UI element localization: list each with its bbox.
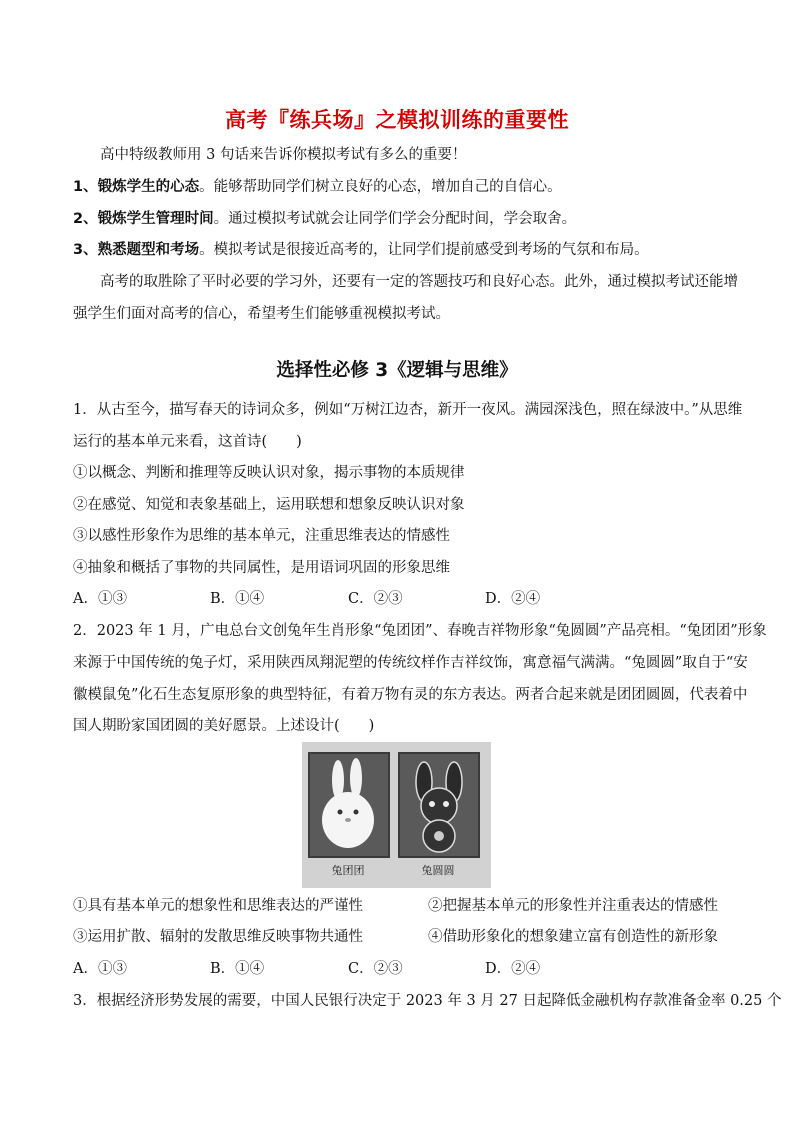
q1-option-a: A．①③ [73,591,127,607]
q2-item-1: ①具有基本单元的想象性和思维表达的严谨性 [73,898,363,914]
rabbit-lamp-image [310,754,388,856]
q2-item-3: ③运用扩散、辐射的发散思维反映事物共通性 [73,929,363,945]
q2-option-a: A．①③ [73,961,127,977]
q1-item-4: ④抽象和概括了事物的共同属性，是用语词巩固的形象思维 [73,560,450,576]
rabbit-mascot-image [400,754,478,856]
point-1-number: 1、 [73,179,98,195]
point-2-heading: 锻炼学生管理时间 [97,211,214,227]
rabbit-figure [302,742,491,888]
closing-line-1: 高考的取胜除了平时必要的学习外，还要有一定的答题技巧和良好心态。此外，通过模拟考试还能增 [100,274,738,290]
q2-item-2: ②把握基本单元的形象性并注重表达的情感性 [428,898,718,914]
q2-stem-line-2: 来源于中国传统的兔子灯，采用陕西凤翔泥塑的传统纹样作吉祥纹饰，寓意福气满满。“兔圆圆”取自于“安 [73,655,748,671]
point-3-number: 3、 [73,242,98,258]
q2-stem-line-1: 2．2023 年 1 月，广电总台文创兔年生肖形象“兔团团”、春晚吉祥物形象“兔圆圆”产品亮相。“兔团团”形象 [73,623,767,639]
q1-item-1: ①以概念、判断和推理等反映认识对象，揭示事物的本质规律 [73,465,465,481]
q1-stem-line-2: 运行的基本单元来看，这首诗( ) [73,434,302,450]
point-2 [73,209,576,229]
intro-text: 高中特级教师用 3 句话来告诉你模拟考试有多么的重要！ [100,147,467,163]
q1-item-3: ③以感性形象作为思维的基本单元，注重思维表达的情感性 [73,528,450,544]
q1-option-b: B．①④ [210,591,265,607]
q1-item-2: ②在感觉、知觉和表象基础上，运用联想和想象反映认识对象 [73,497,465,513]
closing-line-2: 强学生们面对高考的信心，希望考生们能够重视模拟考试。 [73,306,450,322]
rabbit-panel-left [308,752,390,858]
q2-option-d: D．②④ [485,961,541,977]
q1-stem-line-1: 1．从古至今，描写春天的诗词众多，例如“万树江边杏，新开一夜风。满园深浅色，照在绿波中。”从思维 [73,402,743,418]
q2-options [73,959,593,979]
point-1-text: 。能够帮助同学们树立良好的心态，增加自己的自信心。 [199,179,562,195]
rabbit-panel-right [398,752,480,858]
caption-yuanyuan: 兔圆圆 [421,864,455,877]
section-title: 选择性必修 3《逻辑与思维》 [276,360,518,381]
q3-stem-line-1: 3．根据经济形势发展的需要，中国人民银行决定于 2023 年 3 月 27 日起降低金融机构存款准备金率 0.25 个 [73,993,782,1009]
point-2-number: 2、 [73,211,98,227]
q1-option-d: D．②④ [485,591,541,607]
page-title: 高考『练兵场』之模拟训练的重要性 [225,108,569,132]
q1-option-c: C．②③ [348,591,403,607]
q2-option-c: C．②③ [348,961,403,977]
point-2-text: 。通过模拟考试就会让同学们学会分配时间，学会取舍。 [213,211,577,227]
q2-item-4: ④借助形象化的想象建立富有创造性的新形象 [428,929,718,945]
point-1 [73,177,562,197]
q2-option-b: B．①④ [210,961,265,977]
point-3-heading: 熟悉题型和考场 [97,242,200,258]
q1-options [73,589,593,609]
point-3-text: 。模拟考试是很接近高考的，让同学们提前感受到考场的气氛和布局。 [199,242,649,258]
point-3 [73,240,649,260]
q2-stem-line-3: 徽模鼠兔”化石生态复原形象的典型特征，有着万物有灵的东方表达。两者合起来就是团团圆圆，代表着中 [73,687,748,703]
point-1-heading: 锻炼学生的心态 [97,179,200,195]
q2-stem-line-4: 国人期盼家国团圆的美好愿景。上述设计( ) [73,718,375,734]
caption-tuantuan: 兔团团 [331,864,365,877]
